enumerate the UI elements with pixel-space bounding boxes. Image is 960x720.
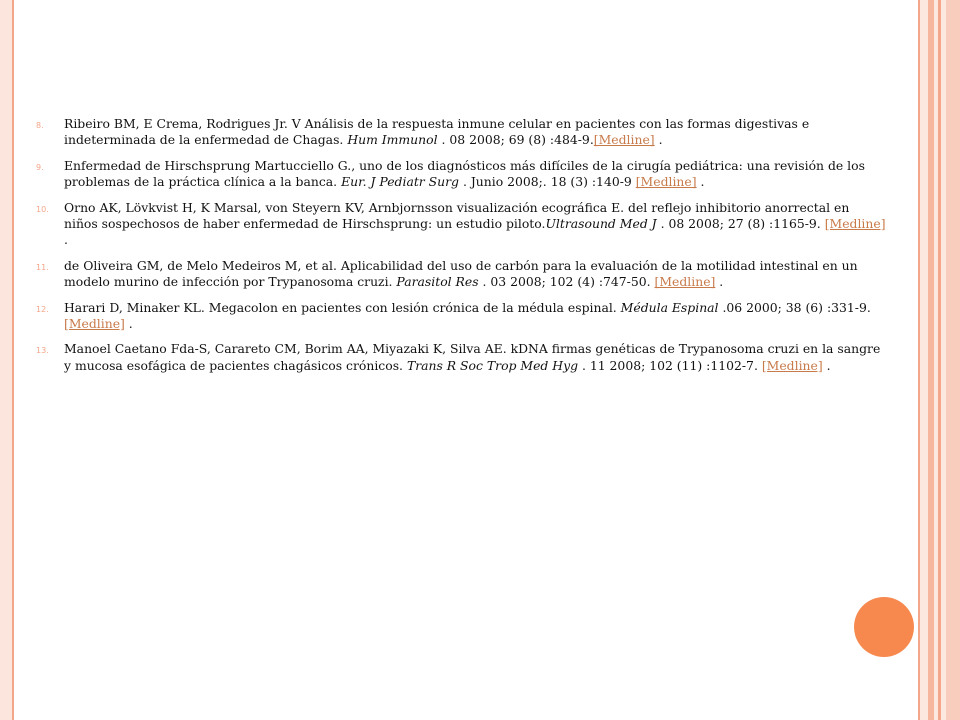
reference-end: . xyxy=(654,132,663,148)
reference-item xyxy=(36,116,886,149)
reference-text xyxy=(64,258,886,291)
reference-citation: Ribeiro BM, E Crema, Rodrigues Jr. V Análisis de la respuesta inmune celular en pacientes con las formas digestivas e indeterminada de la enfermedad de Chagas. xyxy=(64,116,810,148)
medline-link[interactable]: [Medline] xyxy=(635,174,697,190)
reference-text xyxy=(64,116,886,149)
reference-text xyxy=(64,158,886,191)
reference-end: . xyxy=(715,274,724,290)
right-stripe xyxy=(946,0,960,720)
reference-citation: Harari D, Minaker KL. Megacolon en pacientes con lesión crónica de la médula espinal. xyxy=(64,299,621,315)
left-border-line xyxy=(12,0,14,720)
reference-number: 8. xyxy=(36,121,44,130)
reference-end: . xyxy=(822,357,831,373)
journal-name: Ultrasound Med J xyxy=(545,216,657,232)
left-border xyxy=(0,0,12,720)
reference-text xyxy=(64,200,886,249)
medline-link[interactable]: [Medline] xyxy=(64,316,125,332)
journal-name: Eur. J Pediatr Surg xyxy=(341,174,459,190)
decorative-circle xyxy=(854,597,914,657)
right-stripe xyxy=(928,0,934,720)
reference-end: . xyxy=(696,174,705,190)
reference-citation: Enfermedad de Hirschsprung Martucciello G., uno de los diagnósticos más difíciles de la cirugía pediátrica: una revisión de los problemas de la práctica clínica a la banca. xyxy=(64,157,865,190)
journal-name: Médula Espinal xyxy=(620,299,719,315)
reference-item xyxy=(36,341,886,374)
reference-item xyxy=(36,200,886,249)
reference-text xyxy=(64,341,886,374)
reference-number: 12. xyxy=(36,304,49,314)
reference-details: . 11 2008; 102 (11) :1102-7. xyxy=(578,357,762,373)
reference-details: . 08 2008; 27 (8) :1165-9. xyxy=(656,216,825,232)
reference-number: 13. xyxy=(36,346,49,356)
reference-details: . 03 2008; 102 (4) :747-50. xyxy=(478,274,655,290)
reference-details: .06 2000; 38 (6) :331-9. xyxy=(718,299,871,315)
reference-end: . xyxy=(124,316,133,332)
reference-item xyxy=(36,258,886,291)
journal-name: Hum Immunol xyxy=(347,132,438,148)
journal-name: Trans R Soc Trop Med Hyg xyxy=(406,357,579,373)
reference-details: . Junio 2008;. 18 (3) :140-9 xyxy=(459,174,636,190)
journal-name: Parasitol Res xyxy=(396,274,479,290)
reference-item xyxy=(36,158,886,191)
reference-number: 11. xyxy=(36,262,49,272)
reference-citation: de Oliveira GM, de Melo Medeiros M, et al. Aplicabilidad del uso de carbón para la evaluación de la motilidad intestinal en un modelo murino de infección por Trypanosoma cruzi. xyxy=(64,257,858,290)
reference-list xyxy=(36,116,886,383)
medline-link[interactable]: [Medline] xyxy=(593,132,655,148)
reference-end: . xyxy=(64,232,68,248)
reference-details: . 08 2008; 69 (8) :484-9. xyxy=(437,132,594,148)
reference-item xyxy=(36,300,886,333)
reference-citation: Manoel Caetano Fda-S, Carareto CM, Borim AA, Miyazaki K, Silva AE. kDNA firmas genéticas de Trypanosoma cruzi en la sangre y mucosa esofágica de pacientes chagásicos crónicos. xyxy=(64,341,881,373)
reference-number: 9. xyxy=(36,162,44,172)
medline-link[interactable]: [Medline] xyxy=(824,216,886,232)
medline-link[interactable]: [Medline] xyxy=(654,274,716,290)
right-stripe xyxy=(938,0,941,720)
reference-text xyxy=(64,300,886,333)
reference-number: 10. xyxy=(36,204,49,214)
medline-link[interactable]: [Medline] xyxy=(761,357,823,373)
reference-citation: Orno AK, Lövkvist H, K Marsal, von Steyern KV, Arnbjornsson visualización ecográfica E. del reflejo inhibitorio anorrectal en niños sospechosos de haber enfermedad de Hirschsprung: un estudio piloto. xyxy=(64,199,850,232)
